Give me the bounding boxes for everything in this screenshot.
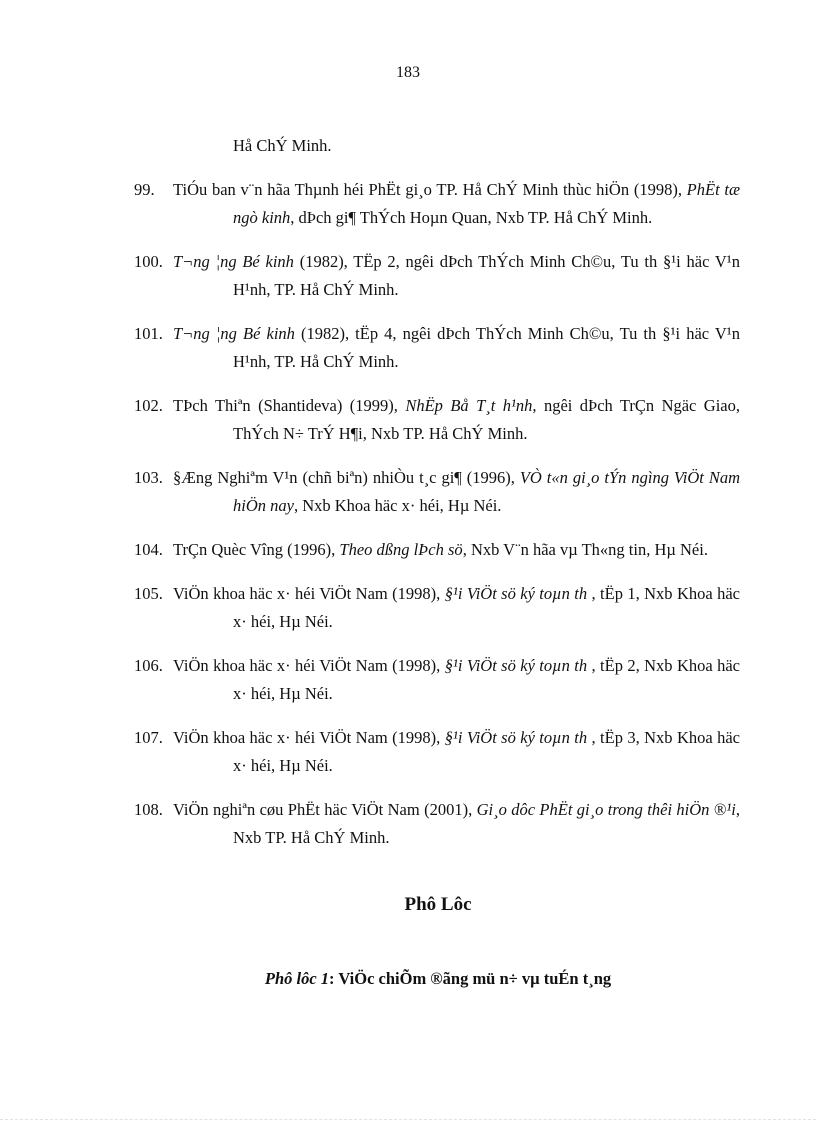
reference-text: ngêi dÞch TrÇn Ngäc Giao, ThÝch N÷ TrÝ H¶i, Nxb TP. Hå ChÝ Minh.: [233, 396, 740, 443]
reference-number: 104.: [134, 540, 163, 559]
reference-number: 102.: [134, 396, 163, 415]
reference-number: 99.: [134, 180, 155, 199]
reference-text: ViÖn khoa häc x· héi ViÖt Nam (1998),: [173, 656, 445, 675]
reference-item-101: [134, 320, 740, 376]
page-number: 183: [396, 64, 420, 81]
reference-text: , Nxb V¨n hãa vµ Th«ng tin, Hµ Néi.: [462, 540, 708, 559]
reference-title: §¹i ViÖt sö ký toµn th: [444, 728, 588, 747]
reference-item-107: [134, 724, 740, 780]
reference-number: 108.: [134, 800, 163, 819]
appendix-subtitle: [0, 969, 816, 989]
reference-title: §¹i ViÖt sö ký toµn th: [444, 584, 588, 603]
reference-item-102: [134, 392, 740, 448]
reference-item-108: [134, 796, 740, 852]
reference-number: 105.: [134, 584, 163, 603]
reference-text: (1982), TËp 2, ngêi dÞch ThÝch Minh Ch©u, Tu th §¹i häc V¹n H¹nh, TP. Hå ChÝ Minh.: [233, 252, 740, 299]
reference-number: 106.: [134, 656, 163, 675]
reference-number: 107.: [134, 728, 163, 747]
reference-text: , tËp 3, Nxb Khoa häc x· héi, Hµ Néi.: [233, 728, 740, 775]
reference-number: 101.: [134, 324, 163, 343]
reference-text: ViÖn nghiªn cøu PhËt häc ViÖt Nam (2001),: [173, 800, 477, 819]
reference-text: , Nxb TP. Hå ChÝ Minh.: [233, 800, 740, 847]
reference-item-104: [134, 536, 740, 564]
reference-text: , tËp 1, Nxb Khoa häc x· héi, Hµ Néi.: [233, 584, 740, 631]
reference-text: TÞch Thiªn (Shantideva) (1999),: [173, 396, 406, 415]
appendix-title: Phô Lôc: [404, 894, 472, 915]
reference-text: ViÖn khoa häc x· héi ViÖt Nam (1998),: [173, 584, 445, 603]
reference-title: Gi¸o dôc PhËt gi¸o trong thêi hiÖn ®¹i: [476, 800, 736, 819]
reference-title: T¬ng ¦ng Bé kinh: [173, 324, 295, 343]
reference-text: TrÇn Quèc Vîng (1996),: [173, 540, 340, 559]
reference-text: (1982), tËp 4, ngêi dÞch ThÝch Minh Ch©u, Tu th §¹i häc V¹n H¹nh, TP. Hå ChÝ Minh.: [233, 324, 740, 371]
reference-item-99: [134, 176, 740, 232]
appendix-sub-label: Phô lôc 1: [264, 969, 330, 988]
reference-text: §Æng Nghiªm V¹n (chñ biªn) nhiÒu t¸c gi¶ (1996),: [173, 468, 520, 487]
reference-title: T¬ng ¦ng Bé kinh: [173, 252, 294, 271]
reference-title: VÒ t«n gi¸o tÝn ngìng ViÖt Nam hiÖn nay: [233, 468, 740, 515]
reference-title: PhËt tæ ngò kinh: [233, 180, 740, 227]
reference-text: TiÓu ban v¨n hãa Thµnh héi PhËt gi¸o TP. Hå ChÝ Minh thùc hiÖn (1998),: [173, 180, 687, 199]
reference-item-100: [134, 248, 740, 304]
reference-number: 103.: [134, 468, 163, 487]
reference-item-103: [134, 464, 740, 520]
appendix-sub-text: : ViÖc chiÕm ®ãng mü n÷ vµ tuÉn t¸ng: [329, 969, 612, 988]
reference-continuation: Hå ChÝ Minh.: [233, 136, 332, 155]
reference-text: ViÖn khoa häc x· héi ViÖt Nam (1998),: [173, 728, 445, 747]
reference-text: , Nxb Khoa häc x· héi, Hµ Néi.: [293, 496, 502, 515]
reference-title: §¹i ViÖt sö ký toµn th: [444, 656, 588, 675]
reference-item-105: [134, 580, 740, 636]
reference-title: Theo dßng lÞch sö: [339, 540, 463, 559]
reference-list: [134, 132, 740, 868]
reference-text: , dÞch gi¶ ThÝch Hoµn Quan, Nxb TP. Hå ChÝ Minh.: [290, 208, 653, 227]
reference-title: NhËp Bå T¸t h¹nh,: [405, 396, 537, 415]
reference-item-106: [134, 652, 740, 708]
reference-number: 100.: [134, 252, 163, 271]
reference-text: , tËp 2, Nxb Khoa häc x· héi, Hµ Néi.: [233, 656, 740, 703]
page-bottom-divider: [0, 1119, 816, 1120]
